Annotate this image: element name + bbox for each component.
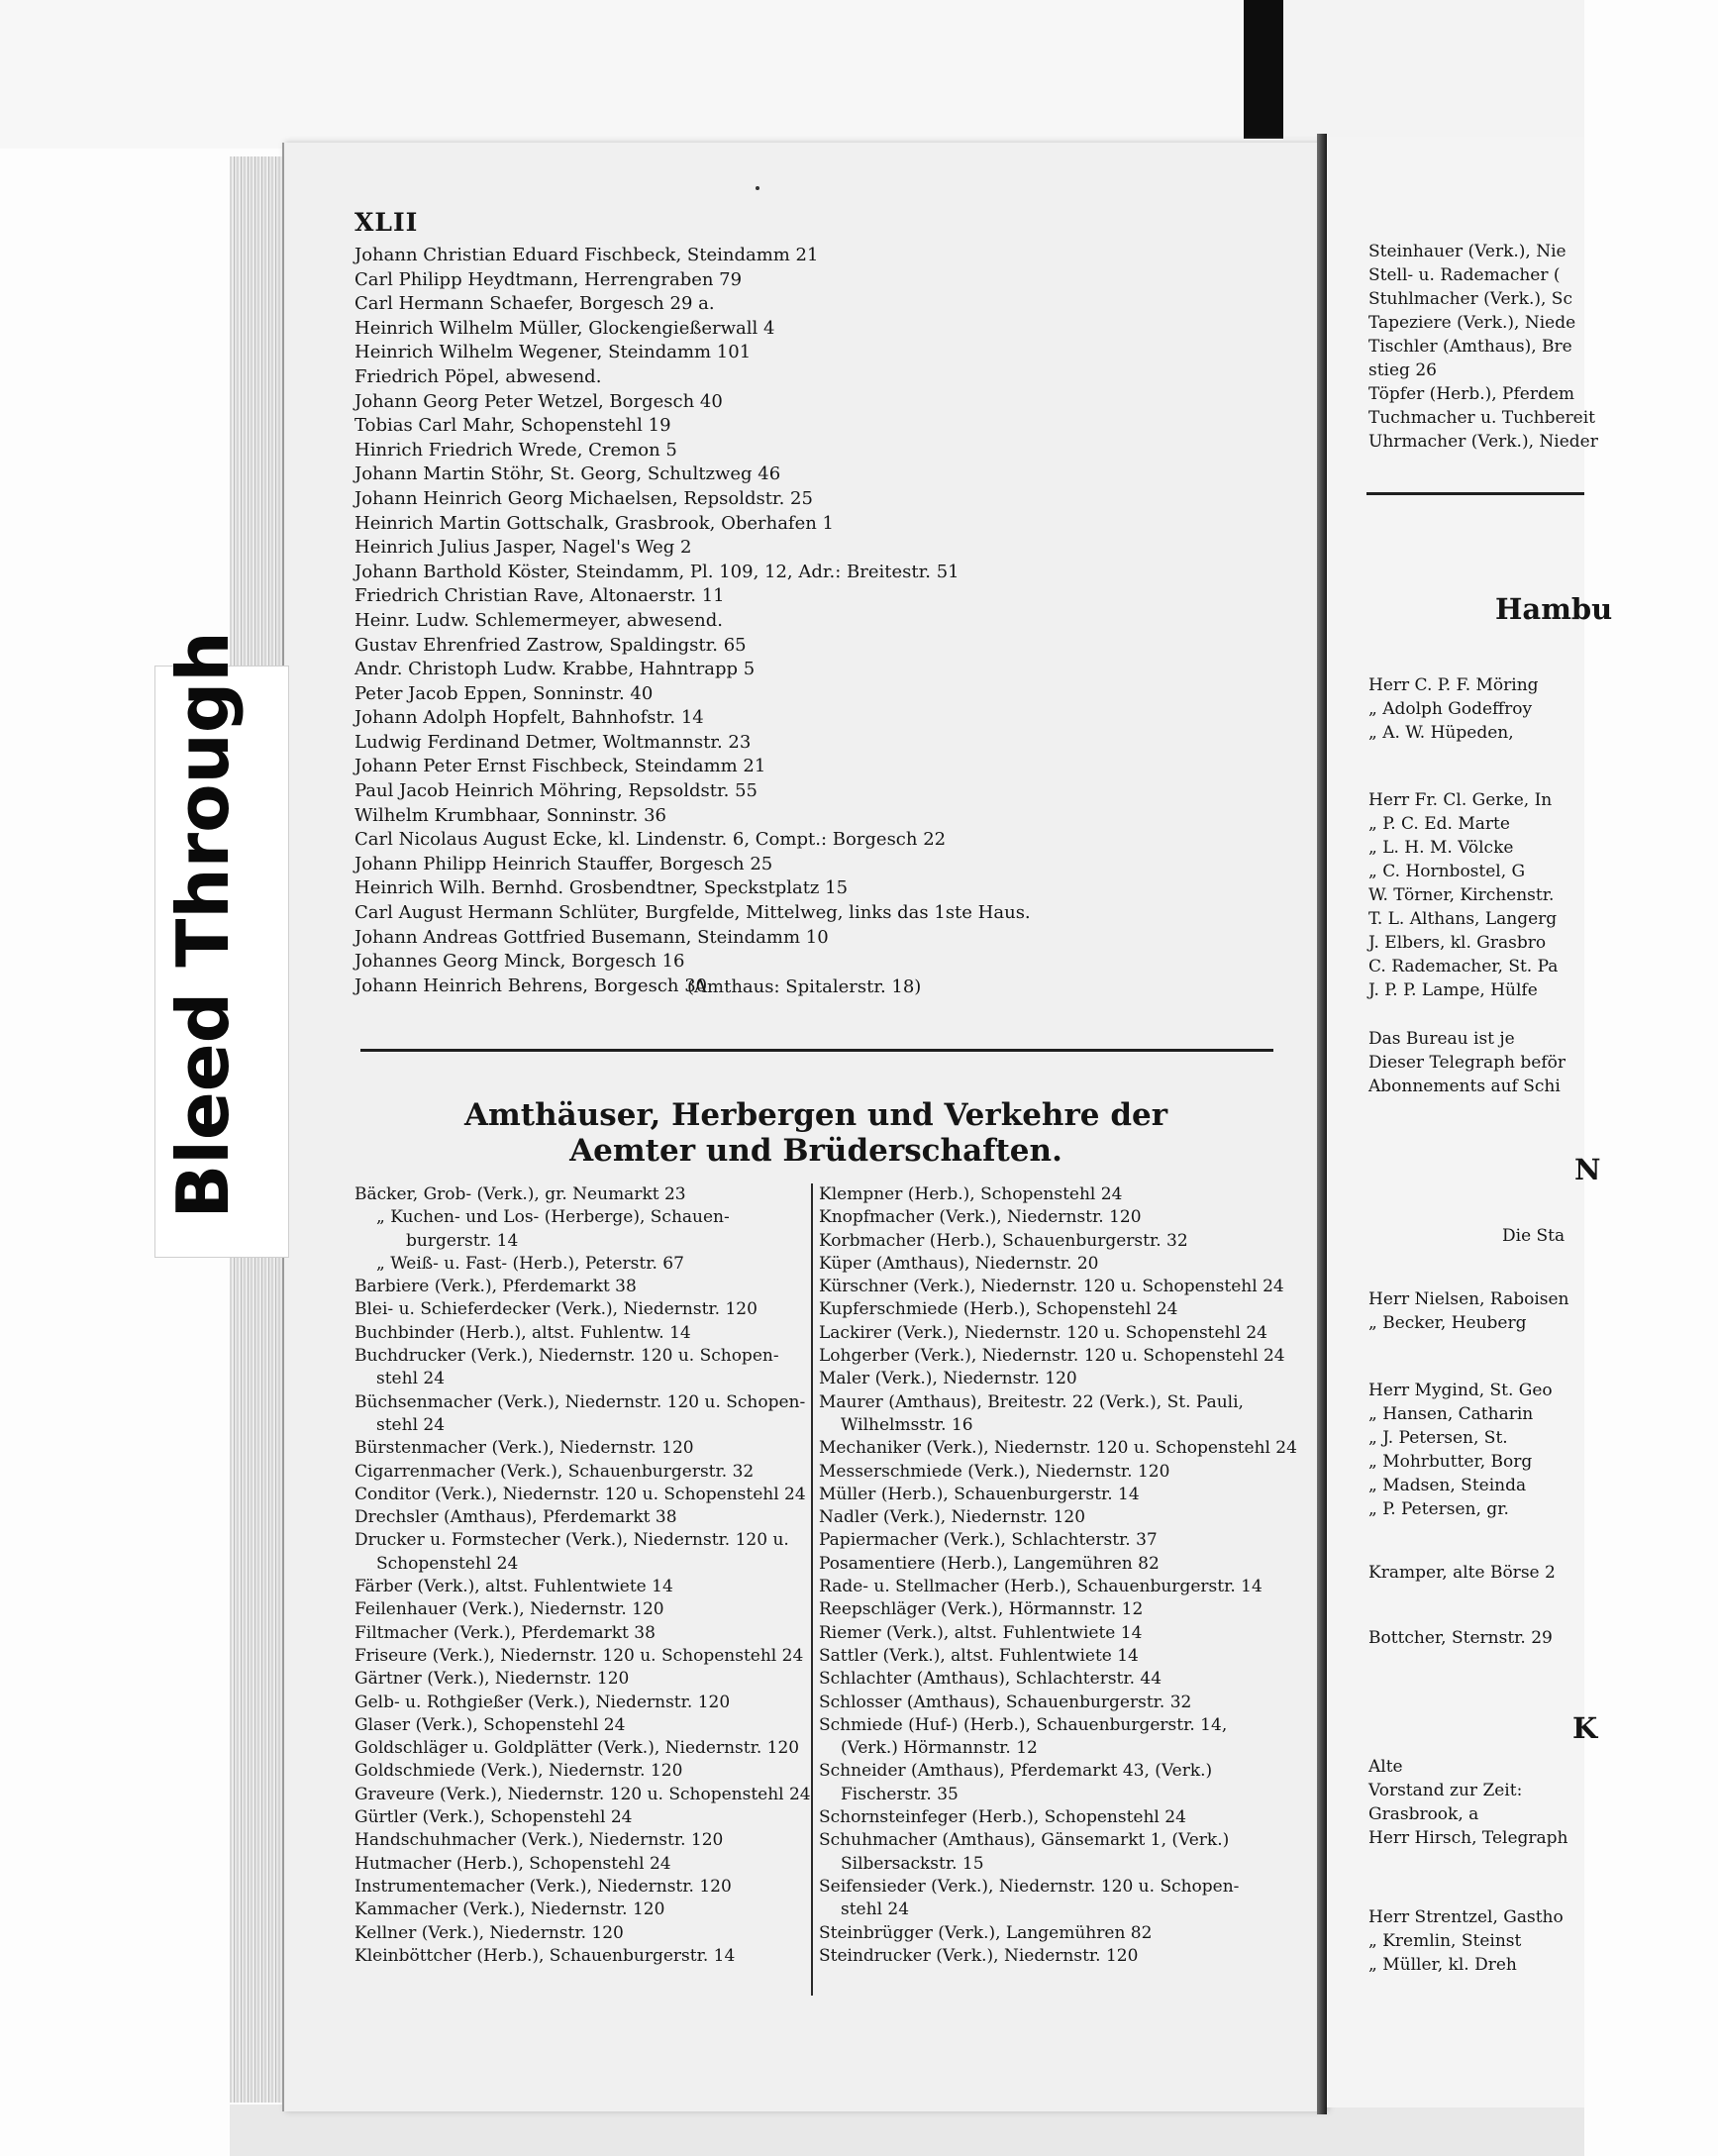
list-item: Barbiere (Verk.), Pferdemarkt 38 [354,1277,637,1297]
list-item: Schlachter (Amthaus), Schlachterstr. 44 [819,1669,1162,1690]
list-item: Kupferschmiede (Herb.), Schopenstehl 24 [819,1299,1178,1320]
list-item: Tuchmacher u. Tuchbereit [1368,408,1595,428]
list-item: Heinrich Julius Jasper, Nagel's Weg 2 [354,537,692,559]
list-item: Paul Jacob Heinrich Möhring, Repsoldstr. 55 [354,780,758,802]
column-divider [811,1183,813,1996]
list-item: Peter Jacob Eppen, Sonninstr. 40 [354,682,654,704]
amthaus-note: (Amthaus: Spitalerstr. 18) [687,976,922,997]
list-item: Knopfmacher (Verk.), Niedernstr. 120 [819,1207,1142,1228]
list-item: Heinrich Wilhelm Müller, Glockengießerwall 4 [354,317,775,339]
list-item: Drechsler (Amthaus), Pferdemarkt 38 [354,1507,677,1528]
list-item: Johann Georg Peter Wetzel, Borgesch 40 [354,390,723,412]
list-item: Lackirer (Verk.), Niedernstr. 120 u. Schopenstehl 24 [819,1322,1267,1343]
list-item: J. P. P. Lampe, Hülfe [1368,980,1538,1000]
list-item: Heinr. Ludw. Schlemermeyer, abwesend. [354,609,723,631]
list-item: Gustav Ehrenfried Zastrow, Spaldingstr. 65 [354,634,747,656]
right-page-sta [1502,1224,1718,1248]
list-item: „ P. Petersen, gr. [1368,1499,1509,1519]
list-item: Gärtner (Verk.), Niedernstr. 120 [354,1669,630,1690]
list-item: Maurer (Amthaus), Breitestr. 22 (Verk.), St. Pauli, [819,1391,1244,1412]
list-item: „ Madsen, Steinda [1368,1476,1527,1495]
list-item: Küper (Amthaus), Niedernstr. 20 [819,1253,1099,1274]
list-item: C. Rademacher, St. Pa [1368,957,1559,976]
list-item: Herr Mygind, St. Geo [1368,1381,1553,1400]
list-item: Lohgerber (Verk.), Niedernstr. 120 u. Schopenstehl 24 [819,1346,1285,1367]
list-item: „ L. H. M. Völcke [1368,838,1514,858]
scan-background-right [1283,0,1584,139]
book-bottom-edge [230,2105,1584,2156]
list-item: Maler (Verk.), Niedernstr. 120 [819,1369,1077,1389]
list-item: Kammacher (Verk.), Niedernstr. 120 [354,1899,665,1920]
list-item: Handschuhmacher (Verk.), Niedernstr. 120 [354,1830,724,1851]
list-item: Glaser (Verk.), Schopenstehl 24 [354,1714,626,1735]
list-item: „ Hansen, Catharin [1368,1404,1534,1424]
right-page-vorstand [1368,1755,1584,1850]
list-item: Goldschmiede (Verk.), Niedernstr. 120 [354,1761,683,1782]
right-page-bottcher [1368,1626,1584,1650]
list-item: Kellner (Verk.), Niedernstr. 120 [354,1922,624,1943]
list-item: Feilenhauer (Verk.), Niedernstr. 120 [354,1599,664,1620]
list-item: Heinrich Wilhelm Wegener, Steindamm 101 [354,342,752,363]
list-item: Carl Nicolaus August Ecke, kl. Lindenstr. 6, Compt.: Borgesch 22 [354,829,947,851]
list-item: Das Bureau ist je [1368,1029,1515,1049]
list-item: Papiermacher (Verk.), Schlachterstr. 37 [819,1530,1158,1551]
list-item: Seifensieder (Verk.), Niedernstr. 120 u. Schopen- [819,1876,1240,1897]
guild-list-left-column [354,1183,811,1968]
list-item: Vorstand zur Zeit: [1368,1781,1523,1800]
list-item: Buchbinder (Herb.), altst. Fuhlentw. 14 [354,1322,691,1343]
list-item: „ A. W. Hüpeden, [1368,723,1514,743]
list-item: Korbmacher (Herb.), Schauenburgerstr. 32 [819,1230,1188,1251]
section-heading-line-2: Aemter und Brüderschaften. [569,1133,1062,1169]
right-page-committee-1 [1368,673,1584,745]
list-item: Herr Strentzel, Gastho [1368,1907,1564,1927]
list-item: Schornsteinfeger (Herb.), Schopenstehl 24 [819,1807,1186,1828]
list-item: Graveure (Verk.), Niedernstr. 120 u. Schopenstehl 24 [354,1784,811,1804]
list-item: Johann Heinrich Georg Michaelsen, Repsoldstr. 25 [354,487,813,509]
list-item: stehl 24 [376,1414,446,1435]
page-number: XLII [354,208,419,237]
list-item: Heinrich Wilh. Bernhd. Grosbendtner, Speckstplatz 15 [354,877,849,899]
list-item: „ Weiß- u. Fast- (Herb.), Peterstr. 67 [376,1253,684,1274]
list-item: Fischerstr. 35 [841,1784,959,1804]
right-page-bureau-notes [1368,1027,1584,1098]
list-item: „ Adolph Godeffroy [1368,699,1533,719]
list-item: Rade- u. Stellmacher (Herb.), Schauenburgerstr. 14 [819,1577,1263,1597]
list-item: Friedrich Pöpel, abwesend. [354,365,602,387]
right-page-committee-2 [1368,788,1584,1002]
list-item: „ J. Petersen, St. [1368,1428,1508,1448]
right-page-sta-line: Die Sta [1502,1226,1566,1246]
right-page-kramper [1368,1561,1584,1585]
list-item: Büchsenmacher (Verk.), Niedernstr. 120 u. Schopen- [354,1391,806,1412]
section-heading-line-1: Amthäuser, Herbergen und Verkehre der [463,1097,1168,1133]
list-item: Johann Christian Eduard Fischbeck, Steindamm 21 [354,245,819,265]
list-item: Ludwig Ferdinand Detmer, Woltmannstr. 23 [354,731,752,753]
list-item: Abonnements auf Schi [1368,1077,1561,1096]
bleed-through-label: Bleed Through [161,631,245,1219]
list-item: Filtmacher (Verk.), Pferdemarkt 38 [354,1622,656,1643]
list-item: Conditor (Verk.), Niedernstr. 120 u. Schopenstehl 24 [354,1484,806,1504]
list-item: Friseure (Verk.), Niedernstr. 120 u. Schopenstehl 24 [354,1645,804,1666]
right-page-divider [1366,492,1584,495]
list-item: Johann Adolph Hopfelt, Bahnhofstr. 14 [354,707,704,729]
list-item: Nadler (Verk.), Niedernstr. 120 [819,1507,1086,1528]
list-item: Goldschläger u. Goldplätter (Verk.), Niedernstr. 120 [354,1738,800,1759]
list-item: Posamentiere (Herb.), Langemühren 82 [819,1553,1160,1574]
list-item: Johann Peter Ernst Fischbeck, Steindamm 21 [354,756,766,777]
right-page-subheading-2: K [1572,1711,1598,1745]
list-item: „ Mohrbutter, Borg [1368,1452,1533,1472]
list-item: Alte [1368,1757,1403,1777]
right-page-bottcher-line: Bottcher, Sternstr. 29 [1368,1628,1553,1648]
right-page-committee-3 [1368,1287,1584,1335]
list-item: Johann Martin Stöhr, St. Georg, Schultzweg 46 [354,463,781,485]
list-item: Uhrmacher (Verk.), Nieder [1368,432,1598,452]
list-item: Carl August Hermann Schlüter, Burgfelde, Mittelweg, links das 1ste Haus. [354,902,1031,924]
list-item: J. Elbers, kl. Grasbro [1368,933,1547,953]
list-item: „ Becker, Heuberg [1368,1313,1527,1333]
book-gutter [1317,134,1327,2114]
right-page-committee-5 [1368,1905,1584,1977]
list-item: W. Törner, Kirchenstr. [1368,885,1555,905]
list-item: Blei- u. Schieferdecker (Verk.), Niedernstr. 120 [354,1299,758,1320]
list-item: Herr Nielsen, Raboisen [1368,1289,1569,1309]
list-item: Carl Hermann Schaefer, Borgesch 29 a. [354,293,715,315]
list-item: Stell- u. Rademacher ( [1368,265,1561,285]
list-item: stehl 24 [376,1369,446,1389]
list-item: Kleinböttcher (Herb.), Schauenburgerstr. 14 [354,1945,736,1966]
list-item: Tobias Carl Mahr, Schopenstehl 19 [354,415,671,437]
list-item: Tapeziere (Verk.), Niede [1368,313,1576,333]
right-page-guild-list [1368,240,1598,454]
list-item: Herr Hirsch, Telegraph [1368,1828,1568,1848]
list-item: Müller (Herb.), Schauenburgerstr. 14 [819,1484,1140,1504]
guild-list-right-column [819,1183,1297,1968]
list-item: Johann Andreas Gottfried Busemann, Steindamm 10 [354,926,829,948]
list-item: Gürtler (Verk.), Schopenstehl 24 [354,1807,633,1828]
list-item: Herr C. P. F. Möring [1368,675,1539,695]
member-list [354,244,1275,998]
list-item: Schlosser (Amthaus), Schauenburgerstr. 32 [819,1692,1192,1712]
page-mark [756,186,759,190]
list-item: „ P. C. Ed. Marte [1368,814,1510,834]
list-item: Kürschner (Verk.), Niedernstr. 120 u. Schopenstehl 24 [819,1277,1284,1297]
list-item: Buchdrucker (Verk.), Niedernstr. 120 u. Schopen- [354,1346,779,1367]
black-clamp-bar [1244,0,1283,139]
list-item: Wilhelm Krumbhaar, Sonninstr. 36 [354,804,666,826]
list-item: Bürstenmacher (Verk.), Niedernstr. 120 [354,1438,694,1459]
list-item: Töpfer (Herb.), Pferdem [1368,384,1575,404]
list-item: Schuhmacher (Amthaus), Gänsemarkt 1, (Verk.) [819,1830,1230,1851]
list-item: stieg 26 [1368,360,1437,380]
list-item: Johann Barthold Köster, Steindamm, Pl. 109, 12, Adr.: Breitestr. 51 [354,561,960,582]
list-item: Johann Philipp Heinrich Stauffer, Borgesch 25 [354,853,773,874]
list-item: Reepschläger (Verk.), Hörmannstr. 12 [819,1599,1144,1620]
list-item: Drucker u. Formstecher (Verk.), Niedernstr. 120 u. [354,1530,789,1551]
list-item: „ Kuchen- und Los- (Herberge), Schauen- [376,1207,730,1228]
list-item: Tischler (Amthaus), Bre [1368,337,1572,357]
list-item: Steindrucker (Verk.), Niedernstr. 120 [819,1945,1139,1966]
list-item: „ C. Hornbostel, G [1368,862,1526,881]
list-item: Klempner (Herb.), Schopenstehl 24 [819,1184,1123,1204]
list-item: „ Kremlin, Steinst [1368,1931,1522,1951]
list-item: Schmiede (Huf-) (Herb.), Schauenburgerstr. 14, [819,1714,1228,1735]
list-item: Johann Heinrich Behrens, Borgesch 30 [354,975,708,996]
list-item: Grasbrook, a [1368,1804,1479,1824]
right-page-subheading-1: N [1574,1153,1601,1186]
list-item: Steinhauer (Verk.), Nie [1368,242,1566,261]
list-item: Andr. Christoph Ludw. Krabbe, Hahntrapp 5 [354,659,756,680]
list-item: burgerstr. 14 [406,1230,519,1251]
list-item: Cigarrenmacher (Verk.), Schauenburgerstr. 32 [354,1461,755,1482]
list-item: Heinrich Martin Gottschalk, Grasbrook, Oberhafen 1 [354,512,835,534]
list-item: „ Müller, kl. Dreh [1368,1955,1517,1975]
list-item: Wilhelmsstr. 16 [841,1414,973,1435]
list-item: Sattler (Verk.), altst. Fuhlentwiete 14 [819,1645,1139,1666]
section-divider [360,1049,1273,1052]
list-item: Silbersackstr. 15 [841,1853,984,1874]
list-item: (Verk.) Hörmannstr. 12 [841,1738,1038,1759]
list-item: stehl 24 [841,1899,910,1920]
list-item: Instrumentemacher (Verk.), Niedernstr. 120 [354,1876,732,1897]
list-item: Hinrich Friedrich Wrede, Cremon 5 [354,439,677,461]
list-item: Schneider (Amthaus), Pferdemarkt 43, (Verk.) [819,1761,1213,1782]
list-item: Stuhlmacher (Verk.), Sc [1368,289,1572,309]
right-page-kramper-line: Kramper, alte Börse 2 [1368,1563,1556,1583]
list-item: Steinbrügger (Verk.), Langemühren 82 [819,1922,1153,1943]
list-item: Dieser Telegraph beför [1368,1053,1566,1073]
list-item: Gelb- u. Rothgießer (Verk.), Niedernstr. 120 [354,1692,731,1712]
list-item: Bäcker, Grob- (Verk.), gr. Neumarkt 23 [354,1184,686,1204]
list-item: Messerschmiede (Verk.), Niedernstr. 120 [819,1461,1170,1482]
list-item: Hutmacher (Herb.), Schopenstehl 24 [354,1853,671,1874]
list-item: Friedrich Christian Rave, Altonaerstr. 11 [354,585,725,607]
list-item: Johannes Georg Minck, Borgesch 16 [354,951,685,973]
right-page-committee-4 [1368,1379,1584,1521]
list-item: Mechaniker (Verk.), Niedernstr. 120 u. Schopenstehl 24 [819,1438,1297,1459]
list-item: Carl Philipp Heydtmann, Herrengraben 79 [354,268,743,290]
list-item: Herr Fr. Cl. Gerke, In [1368,790,1553,810]
list-item: Riemer (Verk.), altst. Fuhlentwiete 14 [819,1622,1143,1643]
list-item: Färber (Verk.), altst. Fuhlentwiete 14 [354,1577,673,1597]
list-item: T. L. Althans, Langerg [1368,909,1558,929]
list-item: Schopenstehl 24 [376,1553,519,1574]
right-page-heading: Hambu [1495,592,1613,626]
